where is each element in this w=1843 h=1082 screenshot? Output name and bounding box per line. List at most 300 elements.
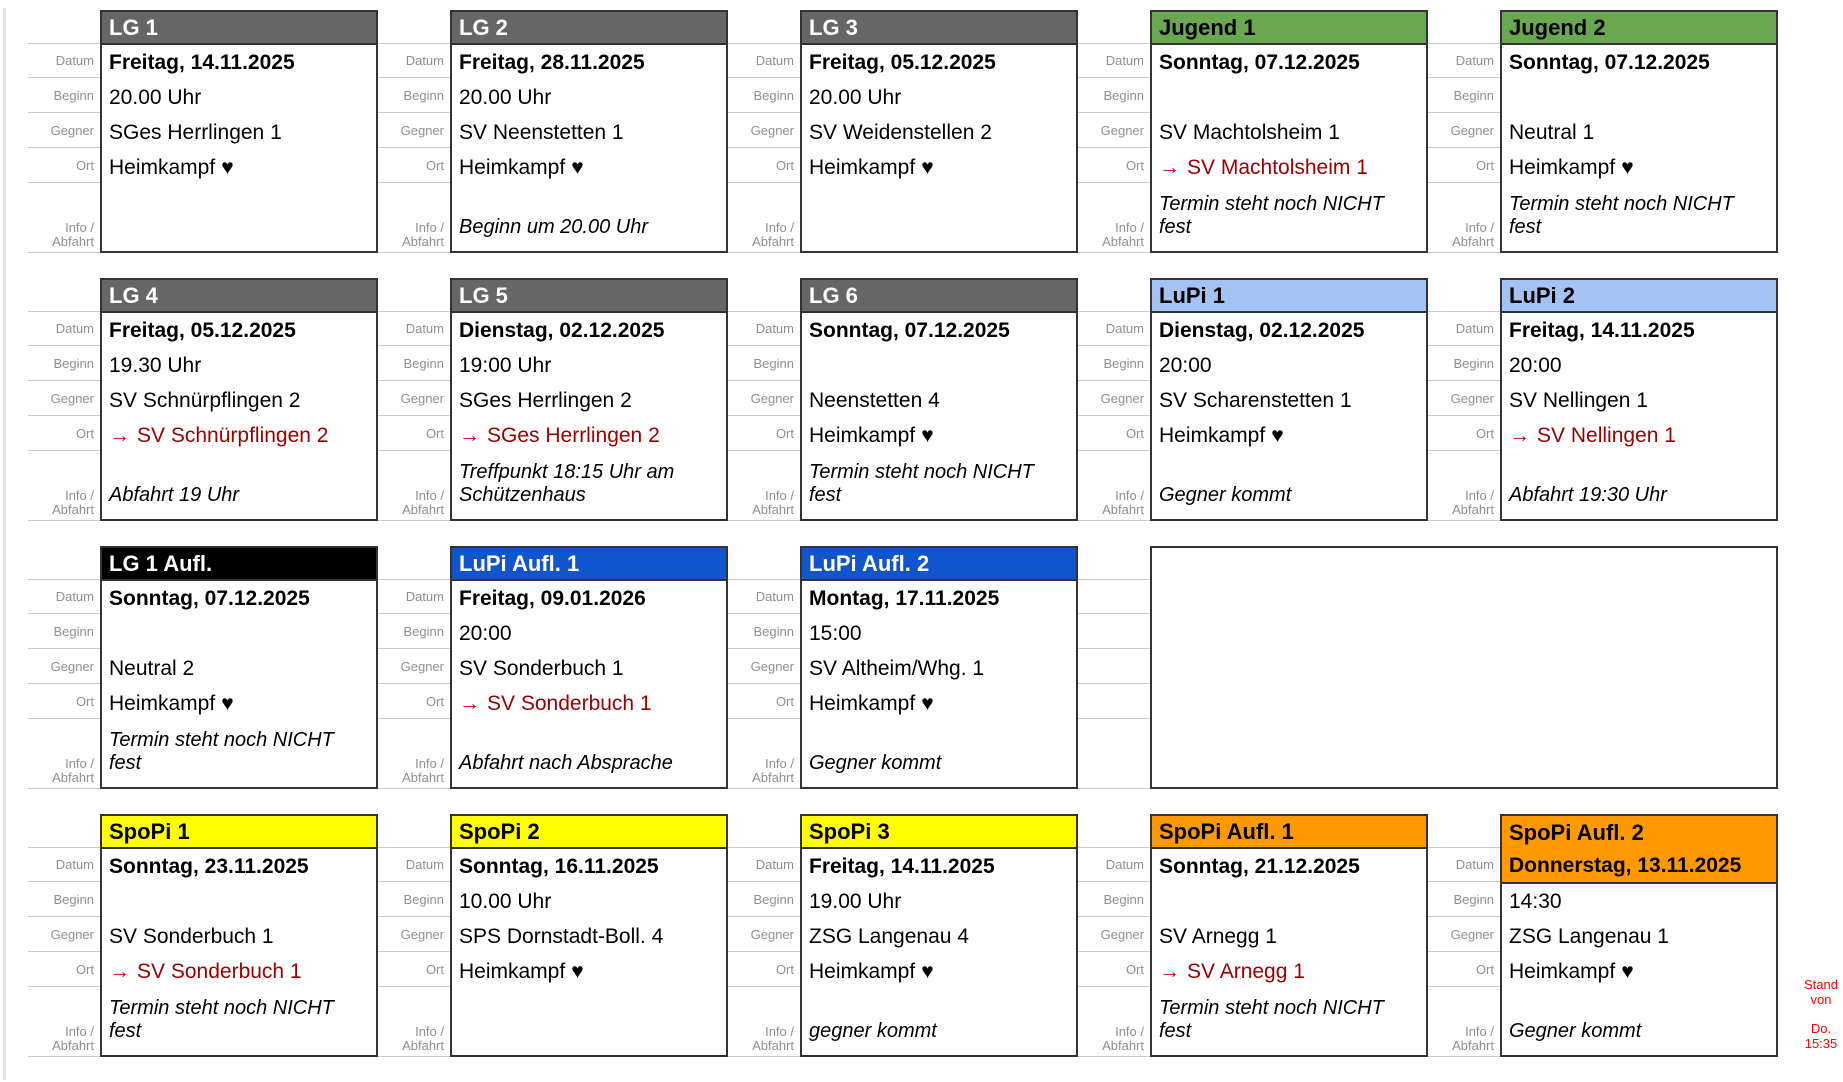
row-label-gegner: Gegner <box>28 381 100 416</box>
gegner-value: SV Sonderbuch 1 <box>109 924 274 948</box>
row-label-datum: Datum <box>1428 847 1500 882</box>
row-label-beginn <box>1078 614 1150 649</box>
row-label-beginn: Beginn <box>1078 346 1150 381</box>
card-header <box>802 280 1076 313</box>
card-body <box>1502 313 1776 519</box>
row-label-gegner: Gegner <box>28 917 100 952</box>
schedule-cell <box>1078 814 1428 1082</box>
ort-text: SV Nellingen 1 <box>1537 423 1676 447</box>
card-header <box>102 280 376 313</box>
datum-value: Dienstag, 02.12.2025 <box>459 318 665 342</box>
row-label-gegner: Gegner <box>28 113 100 148</box>
row-label-info <box>28 719 100 789</box>
beginn-value: 19.30 Uhr <box>109 353 202 377</box>
row-label-info <box>28 987 100 1057</box>
card-header <box>1502 816 1776 849</box>
row-label-info-line1: Info / <box>415 220 444 235</box>
row-label-info-line1: Info / <box>65 1024 94 1039</box>
datum-value: Sonntag, 16.11.2025 <box>459 854 659 878</box>
beginn-value: 20:00 <box>1509 353 1562 377</box>
row-label-datum: Datum <box>28 579 100 614</box>
team-name: LG 5 <box>459 282 508 308</box>
row-label-datum: Datum <box>378 847 450 882</box>
row-label-ort: Ort <box>1078 416 1150 451</box>
card-body <box>452 313 726 519</box>
info-value: Abfahrt 19 Uhr <box>109 484 240 506</box>
row-label-info <box>28 451 100 521</box>
row-label-gegner: Gegner <box>1428 917 1500 952</box>
team-card <box>800 814 1078 1057</box>
row-label-info-line1: Info / <box>1115 220 1144 235</box>
team-name: LG 2 <box>459 14 508 40</box>
team-name: LG 3 <box>809 14 858 40</box>
team-card <box>800 278 1078 521</box>
schedule-cell <box>28 814 378 1082</box>
row-label-info-line2: Abfahrt <box>402 234 444 249</box>
team-name: LuPi 1 <box>1159 282 1226 308</box>
row-label-beginn: Beginn <box>378 614 450 649</box>
row-label-info <box>1078 183 1150 253</box>
row-label-datum: Datum <box>28 311 100 346</box>
team-card <box>1150 546 1778 789</box>
gegner-value: SV Arnegg 1 <box>1159 924 1277 948</box>
row-label-info-line2: Abfahrt <box>402 502 444 517</box>
card-body <box>1152 313 1426 519</box>
row-label-info-line1: Info / <box>415 756 444 771</box>
row-label-info-line2: Abfahrt <box>1102 1038 1144 1053</box>
ort-value <box>452 418 726 453</box>
row-label-info-line1: Info / <box>65 756 94 771</box>
heart-icon: ♥ <box>1621 155 1634 179</box>
team-card <box>1500 278 1778 521</box>
row-label-info-line1: Info / <box>765 220 794 235</box>
team-card <box>450 814 728 1057</box>
row-label-info <box>728 451 800 521</box>
row-label-gegner: Gegner <box>1078 113 1150 148</box>
row-label-ort: Ort <box>1078 148 1150 183</box>
team-card <box>1150 10 1428 253</box>
row-label-info <box>728 719 800 789</box>
row-label-info-line1: Info / <box>415 1024 444 1039</box>
ort-value <box>102 686 376 721</box>
row-label-gutter <box>378 10 450 253</box>
row-label-info <box>1078 719 1150 789</box>
beginn-value: 20:00 <box>1159 353 1212 377</box>
info-value: Termin steht noch NICHT fest <box>109 997 334 1042</box>
team-card <box>1500 10 1778 253</box>
row-label-info-line2: Abfahrt <box>52 770 94 785</box>
datum-value: Sonntag, 07.12.2025 <box>809 318 1010 342</box>
row-label-beginn: Beginn <box>378 882 450 917</box>
row-label-ort: Ort <box>28 952 100 987</box>
row-label-gutter <box>378 814 450 1057</box>
info-value <box>102 185 376 251</box>
gegner-value: SV Scharenstetten 1 <box>1159 388 1352 412</box>
ort-text: Heimkampf <box>109 691 216 715</box>
ort-value <box>102 150 376 185</box>
card-header <box>802 816 1076 849</box>
info-value: Termin steht noch NICHT fest <box>1509 193 1734 238</box>
info-value: Gegner kommt <box>1509 1020 1642 1042</box>
row-label-gutter <box>728 10 800 253</box>
beginn-value <box>1152 583 1776 618</box>
row-label-info <box>728 183 800 253</box>
row-label-ort: Ort <box>378 416 450 451</box>
datum-value: Montag, 17.11.2025 <box>809 586 1000 610</box>
ort-value <box>452 686 726 721</box>
datum-value: Freitag, 05.12.2025 <box>809 50 996 74</box>
gegner-value: SGes Herrlingen 1 <box>109 120 282 144</box>
datum-value: Sonntag, 21.12.2025 <box>1159 854 1360 878</box>
ort-text: SV Machtolsheim 1 <box>1187 155 1368 179</box>
row-label-info-line2: Abfahrt <box>752 502 794 517</box>
info-value: Gegner kommt <box>809 752 942 774</box>
row-label-gegner: Gegner <box>378 381 450 416</box>
ort-value <box>102 954 376 989</box>
datum-value: Donnerstag, 13.11.2025 <box>1502 849 1776 884</box>
ort-text: Heimkampf <box>809 691 916 715</box>
ort-text: Heimkampf <box>459 155 566 179</box>
row-label-info-line2: Abfahrt <box>752 1038 794 1053</box>
arrow-right-icon: → <box>1159 959 1180 983</box>
card-header <box>452 280 726 313</box>
heart-icon: ♥ <box>1621 959 1634 983</box>
info-value: Termin steht noch NICHT fest <box>1159 997 1384 1042</box>
row-label-gutter <box>28 10 100 253</box>
row-label-gutter <box>1078 814 1150 1057</box>
team-name: SpoPi 1 <box>109 818 190 844</box>
team-card <box>100 546 378 789</box>
beginn-value <box>1152 80 1426 115</box>
row-label-info <box>728 987 800 1057</box>
row-label-datum: Datum <box>1078 311 1150 346</box>
card-header <box>1152 280 1426 313</box>
row-label-info <box>1428 183 1500 253</box>
row-label-gutter <box>28 546 100 789</box>
card-body <box>802 45 1076 251</box>
row-label-beginn: Beginn <box>1428 346 1500 381</box>
ort-value <box>802 150 1076 185</box>
row-label-datum: Datum <box>1428 311 1500 346</box>
team-name: SpoPi 2 <box>459 818 540 844</box>
info-value: Termin steht noch NICHT fest <box>109 729 334 774</box>
row-label-info-line2: Abfahrt <box>1102 234 1144 249</box>
info-value: gegner kommt <box>809 1020 937 1042</box>
row-label-info-line2: Abfahrt <box>402 770 444 785</box>
card-body <box>1152 45 1426 251</box>
row-label-beginn: Beginn <box>728 78 800 113</box>
row-label-ort: Ort <box>1428 148 1500 183</box>
datum-value: Sonntag, 23.11.2025 <box>109 854 309 878</box>
row-label-datum: Datum <box>28 43 100 78</box>
card-header <box>1502 280 1776 313</box>
team-card <box>1150 814 1428 1057</box>
datum-value: Freitag, 09.01.2026 <box>459 586 646 610</box>
ort-text: SV Arnegg 1 <box>1187 959 1305 983</box>
row-label-datum: Datum <box>728 579 800 614</box>
team-card <box>800 546 1078 789</box>
row-label-gutter <box>28 814 100 1057</box>
row-label-ort: Ort <box>728 148 800 183</box>
info-value: Termin steht noch NICHT fest <box>809 461 1034 506</box>
team-name: LG 6 <box>809 282 858 308</box>
schedule-cell <box>378 10 728 278</box>
card-header <box>1152 12 1426 45</box>
ort-value <box>802 418 1076 453</box>
datum-value: Freitag, 14.11.2025 <box>1509 318 1695 342</box>
ort-value <box>1502 954 1776 989</box>
stand-line-1: Stand <box>1804 977 1838 992</box>
team-name: LuPi 2 <box>1509 282 1576 308</box>
schedule-cell <box>1428 278 1778 546</box>
row-label-ort: Ort <box>378 148 450 183</box>
heart-icon: ♥ <box>921 691 934 715</box>
datum-value: Freitag, 05.12.2025 <box>109 318 296 342</box>
heart-icon: ♥ <box>221 155 234 179</box>
row-label-gutter <box>1428 278 1500 521</box>
row-label-datum: Datum <box>28 847 100 882</box>
beginn-value <box>802 348 1076 383</box>
card-header <box>102 12 376 45</box>
gegner-value: SV Altheim/Whg. 1 <box>809 656 985 680</box>
beginn-value <box>1152 884 1426 919</box>
schedule-cell <box>728 546 1078 814</box>
ort-value <box>1152 150 1426 185</box>
row-label-ort: Ort <box>1428 952 1500 987</box>
card-body <box>802 849 1076 1055</box>
team-name: LG 1 <box>109 14 158 40</box>
info-value: Abfahrt nach Absprache <box>459 752 673 774</box>
row-label-ort: Ort <box>378 684 450 719</box>
row-label-beginn: Beginn <box>28 346 100 381</box>
row-label-info-line2: Abfahrt <box>752 770 794 785</box>
row-label-ort: Ort <box>28 684 100 719</box>
schedule-cell <box>1078 278 1428 546</box>
team-name: LuPi Aufl. 2 <box>809 550 930 576</box>
heart-icon: ♥ <box>1271 423 1284 447</box>
heart-icon: ♥ <box>221 691 234 715</box>
row-label-beginn: Beginn <box>378 346 450 381</box>
row-label-ort: Ort <box>728 684 800 719</box>
card-header <box>802 12 1076 45</box>
row-label-info <box>378 451 450 521</box>
heart-icon: ♥ <box>921 155 934 179</box>
row-label-datum: Datum <box>378 579 450 614</box>
row-label-beginn: Beginn <box>1078 882 1150 917</box>
team-card <box>450 10 728 253</box>
row-label-info-line2: Abfahrt <box>402 1038 444 1053</box>
row-label-info-line1: Info / <box>1465 488 1494 503</box>
row-label-gegner: Gegner <box>728 381 800 416</box>
row-label-info-line1: Info / <box>765 1024 794 1039</box>
gegner-value: SGes Herrlingen 2 <box>459 388 632 412</box>
arrow-right-icon: → <box>459 423 480 447</box>
card-header <box>1152 816 1426 849</box>
card-body <box>1502 849 1776 1055</box>
card-body <box>452 45 726 251</box>
schedule-cell <box>378 814 728 1082</box>
ort-text: SGes Herrlingen 2 <box>487 423 660 447</box>
schedule-cell <box>728 814 1078 1082</box>
card-body <box>1152 548 1776 787</box>
card-header <box>1502 12 1776 45</box>
ort-text: Heimkampf <box>809 959 916 983</box>
row-label-gegner: Gegner <box>728 917 800 952</box>
info-value <box>452 989 726 1055</box>
row-label-gegner: Gegner <box>378 649 450 684</box>
beginn-value: 14:30 <box>1509 889 1562 913</box>
row-label-info <box>1078 451 1150 521</box>
team-name: SpoPi Aufl. 1 <box>1159 818 1294 844</box>
row-label-info-line2: Abfahrt <box>52 234 94 249</box>
row-label-datum <box>1078 579 1150 614</box>
schedule-cell <box>728 10 1078 278</box>
row-label-beginn: Beginn <box>28 882 100 917</box>
ort-value <box>1152 418 1426 453</box>
info-value <box>802 185 1076 251</box>
row-label-ort: Ort <box>378 952 450 987</box>
ort-text: Heimkampf <box>1509 959 1616 983</box>
row-label-gegner: Gegner <box>378 113 450 148</box>
card-header <box>802 548 1076 581</box>
card-body <box>102 581 376 787</box>
row-label-gutter <box>28 278 100 521</box>
row-label-info <box>378 719 450 789</box>
team-name: Jugend 2 <box>1509 14 1606 40</box>
datum-value: Sonntag, 07.12.2025 <box>1509 50 1710 74</box>
ort-value <box>1152 954 1426 989</box>
row-label-datum: Datum <box>1078 847 1150 882</box>
beginn-value: 19:00 Uhr <box>459 353 552 377</box>
ort-text: Heimkampf <box>109 155 216 179</box>
schedule-cell <box>1078 10 1428 278</box>
row-label-info-line2: Abfahrt <box>752 234 794 249</box>
row-label-beginn: Beginn <box>1078 78 1150 113</box>
stand-line-4: 15:35 <box>1804 1036 1838 1051</box>
row-label-gutter <box>378 546 450 789</box>
team-name: Jugend 1 <box>1159 14 1256 40</box>
gegner-value: SPS Dornstadt-Boll. 4 <box>459 924 664 948</box>
row-label-info <box>28 183 100 253</box>
datum-value: Freitag, 28.11.2025 <box>459 50 645 74</box>
schedule-cell <box>728 278 1078 546</box>
ort-value <box>1152 653 1776 688</box>
heart-icon: ♥ <box>921 423 934 447</box>
card-header <box>452 816 726 849</box>
row-label-beginn: Beginn <box>378 78 450 113</box>
row-label-info <box>1428 451 1500 521</box>
schedule-cell <box>378 278 728 546</box>
gegner-value: SV Schnürpflingen 2 <box>109 388 301 412</box>
row-label-info <box>378 183 450 253</box>
row-label-info-line1: Info / <box>415 488 444 503</box>
gegner-value: SV Nellingen 1 <box>1509 388 1648 412</box>
row-label-gegner: Gegner <box>1078 381 1150 416</box>
row-label-info-line1: Info / <box>1465 1024 1494 1039</box>
row-label-gutter <box>728 278 800 521</box>
row-label-info-line2: Abfahrt <box>1452 502 1494 517</box>
ort-value <box>102 418 376 453</box>
schedule-cell <box>378 546 728 814</box>
row-label-gutter <box>1078 10 1150 253</box>
row-label-info-line1: Info / <box>1115 488 1144 503</box>
row-label-gutter <box>1078 546 1150 789</box>
ort-text: SV Sonderbuch 1 <box>137 959 302 983</box>
stand-line-2: von <box>1810 992 1832 1007</box>
ort-text: Heimkampf <box>809 155 916 179</box>
ort-value <box>802 954 1076 989</box>
ort-text: Heimkampf <box>1509 155 1616 179</box>
ort-text: SV Sonderbuch 1 <box>487 691 652 715</box>
ort-value <box>452 150 726 185</box>
ort-value <box>1502 150 1776 185</box>
row-label-datum: Datum <box>728 43 800 78</box>
row-label-ort <box>1078 684 1150 719</box>
ort-value <box>1502 418 1776 453</box>
team-card <box>100 10 378 253</box>
ort-value <box>452 954 726 989</box>
team-card <box>800 10 1078 253</box>
row-label-ort: Ort <box>28 148 100 183</box>
team-name: LG 1 Aufl. <box>109 550 213 576</box>
gegner-value: SV Neenstetten 1 <box>459 120 624 144</box>
card-body <box>102 849 376 1055</box>
row-label-ort: Ort <box>1078 952 1150 987</box>
row-label-ort: Ort <box>728 952 800 987</box>
schedule-cell <box>1428 10 1778 278</box>
row-label-datum: Datum <box>378 311 450 346</box>
card-header <box>102 548 376 581</box>
row-label-gegner: Gegner <box>728 113 800 148</box>
card-body <box>452 849 726 1055</box>
gegner-value: SV Sonderbuch 1 <box>459 656 624 680</box>
row-label-info-line1: Info / <box>765 756 794 771</box>
datum-value: Dienstag, 02.12.2025 <box>1159 318 1365 342</box>
info-value: Beginn um 20.00 Uhr <box>459 216 649 238</box>
card-body <box>802 313 1076 519</box>
arrow-right-icon: → <box>109 959 130 983</box>
row-label-gegner: Gegner <box>728 649 800 684</box>
row-label-gegner: Gegner <box>1428 113 1500 148</box>
arrow-right-icon: → <box>459 691 480 715</box>
row-label-gutter <box>728 546 800 789</box>
row-label-datum: Datum <box>1428 43 1500 78</box>
beginn-value: 20:00 <box>459 621 512 645</box>
beginn-value <box>102 616 376 651</box>
row-label-info-line1: Info / <box>765 488 794 503</box>
arrow-right-icon: → <box>109 423 130 447</box>
card-body <box>1152 849 1426 1055</box>
team-name: LuPi Aufl. 1 <box>459 550 580 576</box>
beginn-value: 20.00 Uhr <box>109 85 202 109</box>
row-label-gutter <box>1078 278 1150 521</box>
gegner-value: Neutral 1 <box>1509 120 1595 144</box>
ort-text: SV Schnürpflingen 2 <box>137 423 329 447</box>
row-label-ort: Ort <box>28 416 100 451</box>
gegner-value: ZSG Langenau 4 <box>809 924 969 948</box>
row-label-beginn: Beginn <box>28 78 100 113</box>
row-label-beginn: Beginn <box>728 882 800 917</box>
beginn-value: 10.00 Uhr <box>459 889 552 913</box>
row-label-datum: Datum <box>728 847 800 882</box>
info-value: Gegner kommt <box>1159 484 1292 506</box>
team-name: LG 4 <box>109 282 158 308</box>
row-label-gutter <box>1428 10 1500 253</box>
row-label-info <box>378 987 450 1057</box>
beginn-value: 15:00 <box>809 621 862 645</box>
beginn-value <box>102 884 376 919</box>
card-header <box>102 816 376 849</box>
